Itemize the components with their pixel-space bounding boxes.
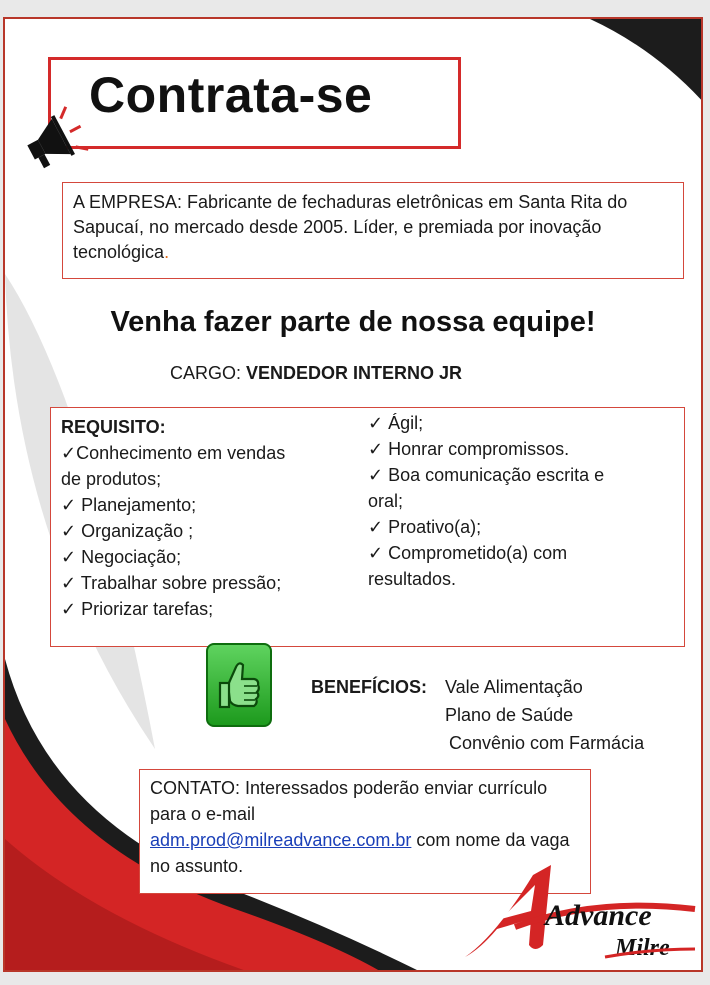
title-frame	[48, 57, 461, 149]
benefit-item: Convênio com Farmácia	[449, 733, 645, 753]
requirement-item: ✓ Planejamento;	[61, 495, 197, 515]
cargo-label: CARGO:	[170, 363, 247, 383]
logo-sub-text: Milre	[615, 935, 670, 961]
requirement-item: ✓Conhecimento em vendas	[61, 443, 286, 463]
benefits-label: BENEFÍCIOS:	[311, 677, 428, 697]
email-link[interactable]: adm.prod@milreadvance.com.br	[150, 830, 412, 850]
company-period: .	[164, 242, 170, 262]
company-text: Fabricante de fechaduras eletrônicas em Santa Rita do Sapucaí, no mercado desde 2005. Líder, e premiada por inovação tecnológica	[73, 192, 628, 262]
requirements-box	[50, 407, 685, 647]
requirement-item: oral;	[368, 491, 404, 511]
requirement-item: ✓ Comprometido(a) com	[368, 543, 568, 563]
requirement-item: ✓ Honrar compromissos.	[368, 439, 570, 459]
requirement-item: ✓ Negociação;	[61, 547, 182, 567]
job-title-line	[170, 363, 462, 384]
logo-main-text: Advance	[545, 899, 652, 932]
job-poster	[3, 17, 703, 972]
requirements-left-column	[61, 414, 285, 622]
company-description	[62, 182, 684, 279]
requirement-item: ✓ Boa comunicação escrita e	[368, 465, 605, 485]
page-title: Contrata-se	[89, 67, 373, 123]
requirements-heading: REQUISITO:	[61, 417, 166, 437]
megaphone-icon	[19, 102, 89, 174]
company-label: A EMPRESA:	[73, 192, 183, 212]
requirement-item: de produtos;	[61, 469, 162, 489]
thumbs-up-icon	[206, 643, 272, 727]
requirement-item: ✓ Proativo(a);	[368, 517, 482, 537]
contact-after-text: com nome da vaga no assunto.	[150, 830, 570, 876]
requirement-item: ✓ Ágil;	[368, 413, 424, 433]
requirement-item: ✓ Organização ;	[61, 521, 194, 541]
requirement-item: ✓ Trabalhar sobre pressão;	[61, 573, 282, 593]
headline: Venha fazer parte de nossa equipe!	[110, 306, 596, 338]
requirements-right-column	[368, 410, 604, 592]
benefit-item: Vale Alimentação	[445, 677, 583, 697]
advance-milre-logo	[455, 857, 700, 967]
cargo-value: VENDEDOR INTERNO JR	[246, 363, 463, 383]
requirement-item: resultados.	[368, 569, 457, 589]
contact-label: CONTATO:	[150, 778, 240, 798]
contact-text: Interessados poderão enviar currículo para o e-mail	[150, 778, 548, 824]
requirement-item: ✓ Priorizar tarefas;	[61, 599, 214, 619]
benefit-item: Plano de Saúde	[445, 705, 574, 725]
